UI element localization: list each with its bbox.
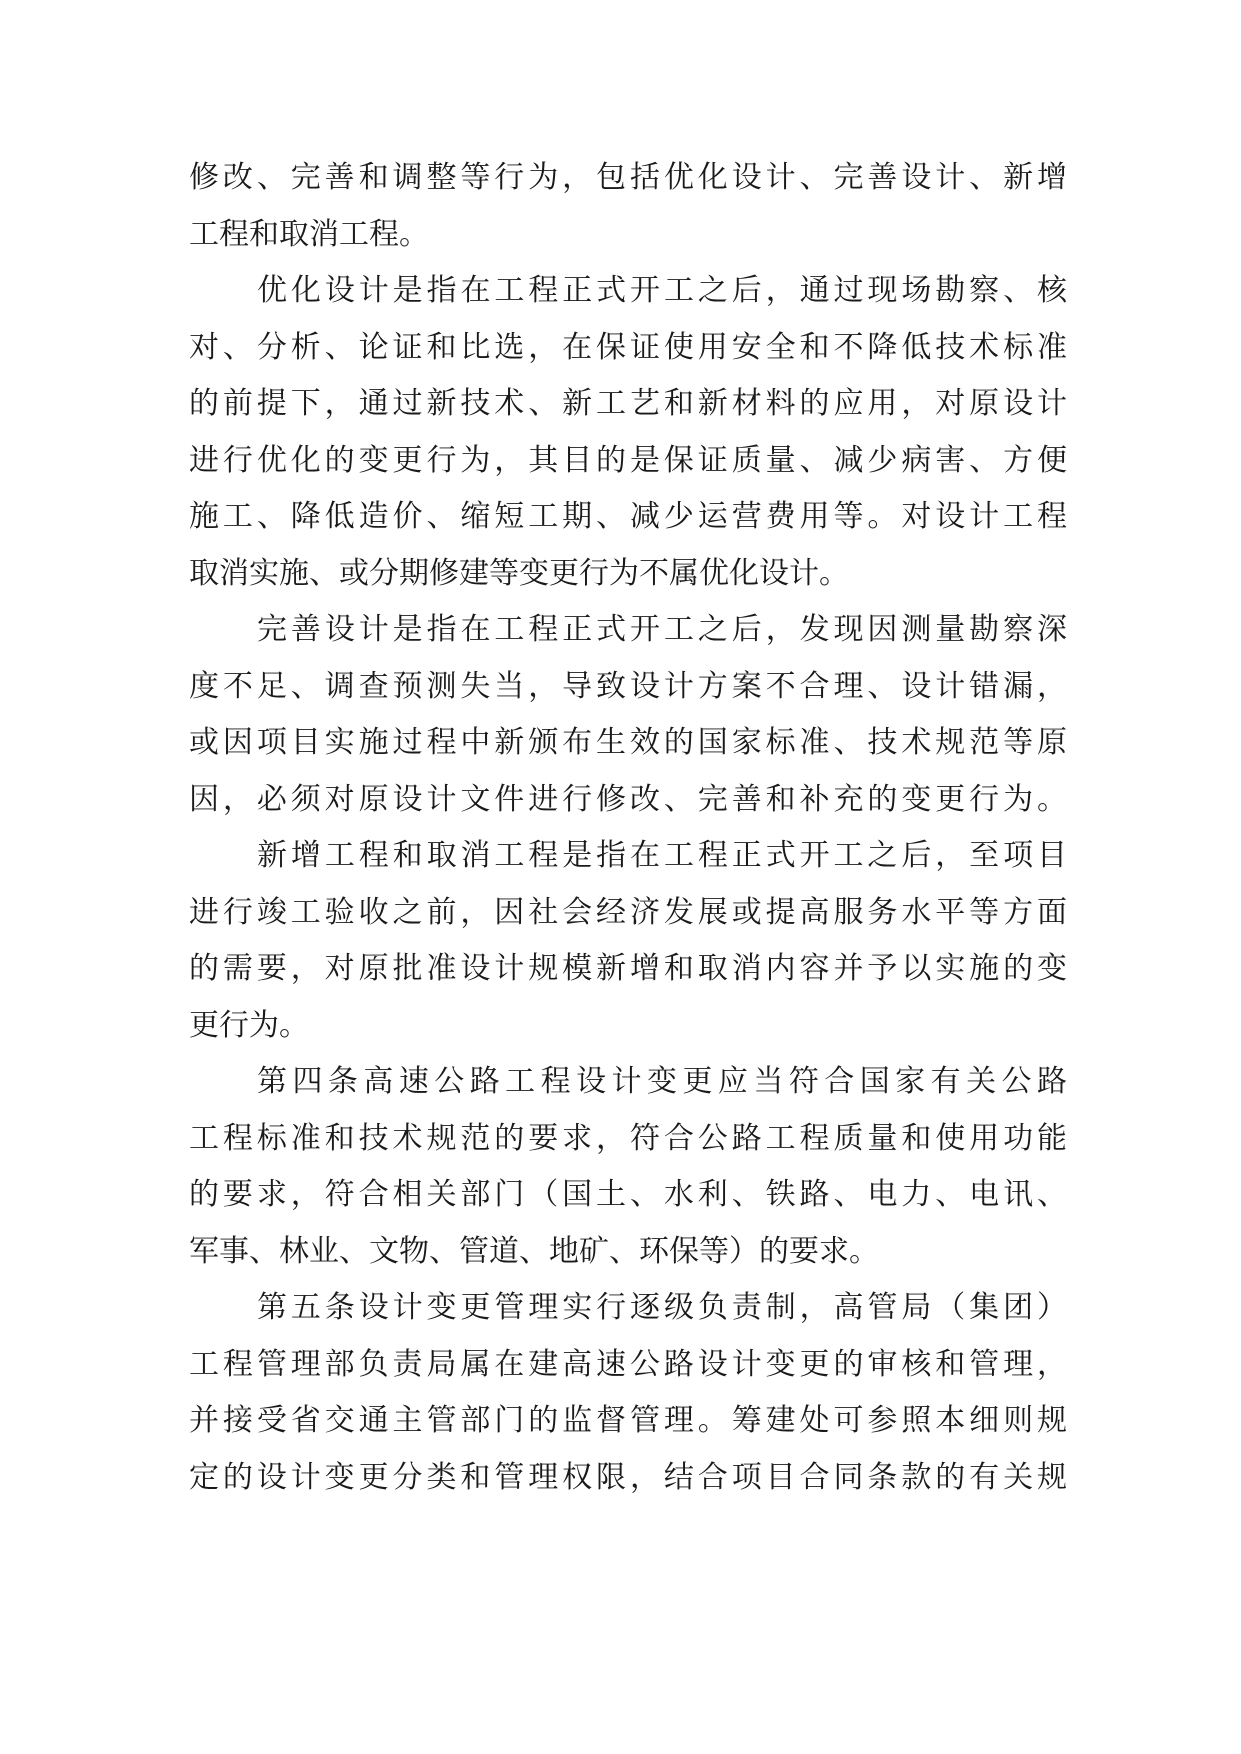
text-line: 工程管理部负责局属在建高速公路设计变更的审核和管理， — [189, 1346, 1067, 1382]
paragraph-start-line: 新增工程和取消工程是指在工程正式开工之后，至项目 — [257, 838, 1067, 873]
text-line: 定的设计变更分类和管理权限，结合项目合同条款的有关规 — [189, 1459, 1067, 1495]
text-line: 工程标准和技术规范的要求，符合公路工程质量和使用功能 — [189, 1120, 1067, 1156]
text-line: 并接受省交通主管部门的监督管理。筹建处可参照本细则规 — [189, 1403, 1067, 1438]
text-line: 工程和取消工程。 — [189, 216, 429, 252]
text-line: 对、分析、论证和比选，在保证使用安全和不降低技术标准 — [189, 329, 1067, 365]
paragraph-start-line: 优化设计是指在工程正式开工之后，通过现场勘察、核 — [257, 273, 1067, 308]
text-line: 进行竣工验收之前，因社会经济发展或提高服务水平等方面 — [189, 894, 1067, 930]
text-line: 修改、完善和调整等行为，包括优化设计、完善设计、新增 — [189, 160, 1067, 195]
text-line: 的要求，符合相关部门（国土、水利、铁路、电力、电讯、 — [189, 1177, 1067, 1212]
text-line: 取消实施、或分期修建等变更行为不属优化设计。 — [189, 555, 849, 591]
text-line: 的需要，对原批准设计规模新增和取消内容并予以实施的变 — [189, 951, 1067, 986]
text-line: 更行为。 — [189, 1007, 309, 1043]
text-line: 因，必须对原设计文件进行修改、完善和补充的变更行为。 — [189, 781, 1067, 817]
text-line: 进行优化的变更行为，其目的是保证质量、减少病害、方便 — [189, 442, 1067, 478]
text-line: 或因项目实施过程中新颁布生效的国家标准、技术规范等原 — [189, 725, 1067, 760]
text-line: 军事、林业、文物、管道、地矿、环保等）的要求。 — [189, 1233, 879, 1269]
text-line: 的前提下，通过新技术、新工艺和新材料的应用，对原设计 — [189, 386, 1067, 421]
document-body — [189, 150, 1067, 1506]
text-line: 度不足、调查预测失当，导致设计方案不合理、设计错漏， — [189, 668, 1067, 704]
paragraph-start-line: 第四条高速公路工程设计变更应当符合国家有关公路 — [257, 1064, 1067, 1099]
paragraph-start-line: 第五条设计变更管理实行逐级负责制，高管局（集团） — [257, 1290, 1067, 1325]
text-line: 施工、降低造价、缩短工期、减少运营费用等。对设计工程 — [189, 499, 1067, 534]
paragraph-start-line: 完善设计是指在工程正式开工之后，发现因测量勘察深 — [257, 612, 1067, 647]
